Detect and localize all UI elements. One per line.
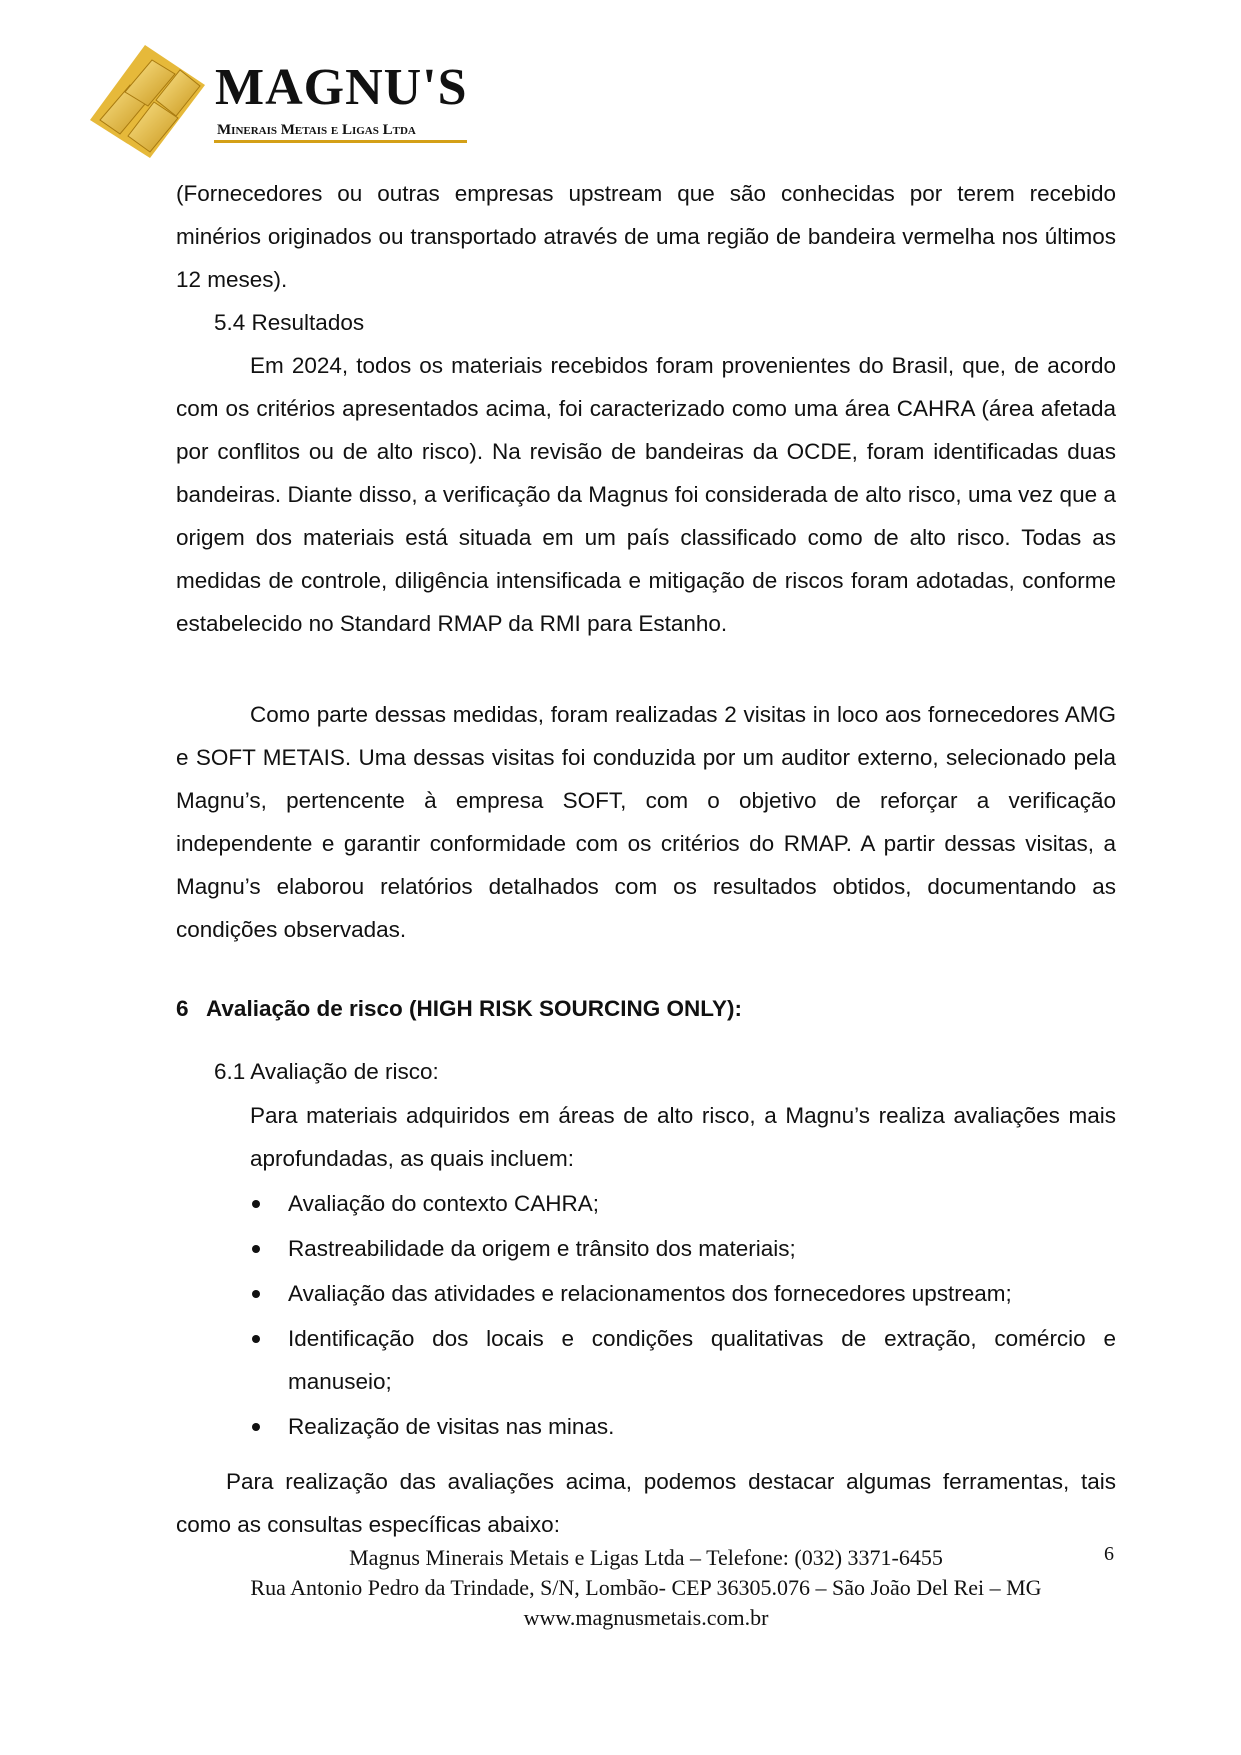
list-item: [250, 1317, 1116, 1403]
company-logo: [90, 40, 490, 170]
paragraph-text: Como parte dessas medidas, foram realizadas 2 visitas in loco aos fornecedores AMG e SOFT METAIS. Uma dessas visitas foi conduzida por um auditor externo, selecionado pela Magnu’s, pertencente à empresa SOFT, com o objetivo de reforçar a verificação independente e garantir conformidade com os critérios do RMAP. A partir dessas visitas, a Magnu’s elaborou relatórios detalhados com os resultados obtidos, documentando as condições observadas.: [176, 702, 1116, 942]
paragraph-suppliers: [176, 172, 1116, 301]
section-heading-6-1: 6.1 Avaliação de risco:: [214, 1059, 439, 1084]
bullet-icon: [252, 1335, 260, 1343]
paragraph-tools: [176, 1460, 1116, 1546]
list-item-text: Avaliação do contexto CAHRA;: [288, 1191, 600, 1216]
bullet-icon: [252, 1290, 260, 1298]
bullet-icon: [252, 1200, 260, 1208]
list-item: [250, 1272, 1116, 1315]
logo-subtitle: Minerais Metais e Ligas Ltda: [217, 122, 416, 138]
paragraph-text: Para materiais adquiridos em áreas de alto risco, a Magnu’s realiza avaliações mais aprofundadas, as quais incluem:: [250, 1103, 1116, 1171]
footer-address: Rua Antonio Pedro da Trindade, S/N, Lombão- CEP 36305.076 – São João Del Rei – MG: [250, 1575, 1042, 1600]
bullet-icon: [252, 1423, 260, 1431]
bullet-icon: [252, 1245, 260, 1253]
footer-company-phone: Magnus Minerais Metais e Ligas Ltda – Telefone: (032) 3371-6455: [349, 1545, 943, 1570]
logo-name: MAGNU'S: [215, 59, 468, 116]
paragraph-text: Para realização das avaliações acima, podemos destacar algumas ferramentas, tais como as consultas específicas abaixo:: [176, 1469, 1116, 1537]
list-item-text: Rastreabilidade da origem e trânsito dos materiais;: [288, 1236, 796, 1261]
section-heading-6: [176, 996, 742, 1022]
page-footer: [176, 1543, 1116, 1633]
logo-underline: [214, 140, 467, 143]
paragraph-text: Em 2024, todos os materiais recebidos foram provenientes do Brasil, que, de acordo com os critérios apresentados acima, foi caracterizado como uma área CAHRA (área afetada por conflitos ou de alto risco). Na revisão de bandeiras da OCDE, foram identificadas duas bandeiras. Diante disso, a verificação da Magnus foi considerada de alto risco, uma vez que a origem dos materiais está situada em um país classificado como de alto risco. Todas as medidas de controle, diligência intensificada e mitigação de riscos foram adotadas, conforme estabelecido no Standard RMAP da RMI para Estanho.: [176, 353, 1116, 636]
paragraph-text: (Fornecedores ou outras empresas upstream que são conhecidas por terem recebido minérios originados ou transportado através de uma região de bandeira vermelha nos últimos 12 meses).: [176, 181, 1116, 292]
footer-website[interactable]: www.magnusmetais.com.br: [523, 1605, 769, 1630]
list-item-text: Avaliação das atividades e relacionamentos dos fornecedores upstream;: [288, 1281, 1012, 1306]
section-number: 6: [176, 996, 189, 1021]
page-number: 6: [1104, 1543, 1114, 1565]
paragraph-visits: [176, 693, 1116, 951]
paragraph-results: [176, 344, 1116, 645]
gold-bars-icon: [90, 40, 215, 160]
section-title: Avaliação de risco (HIGH RISK SOURCING ONLY):: [206, 996, 742, 1021]
risk-assessment-list: [250, 1182, 1116, 1450]
list-item: [250, 1227, 1116, 1270]
list-item-text: Identificação dos locais e condições qualitativas de extração, comércio e manuseio;: [288, 1326, 1116, 1394]
section-6-intro: [250, 1094, 1116, 1180]
list-item: [250, 1405, 1116, 1448]
list-item: [250, 1182, 1116, 1225]
list-item-text: Realização de visitas nas minas.: [288, 1414, 615, 1439]
section-heading-5-4: 5.4 Resultados: [214, 310, 365, 335]
